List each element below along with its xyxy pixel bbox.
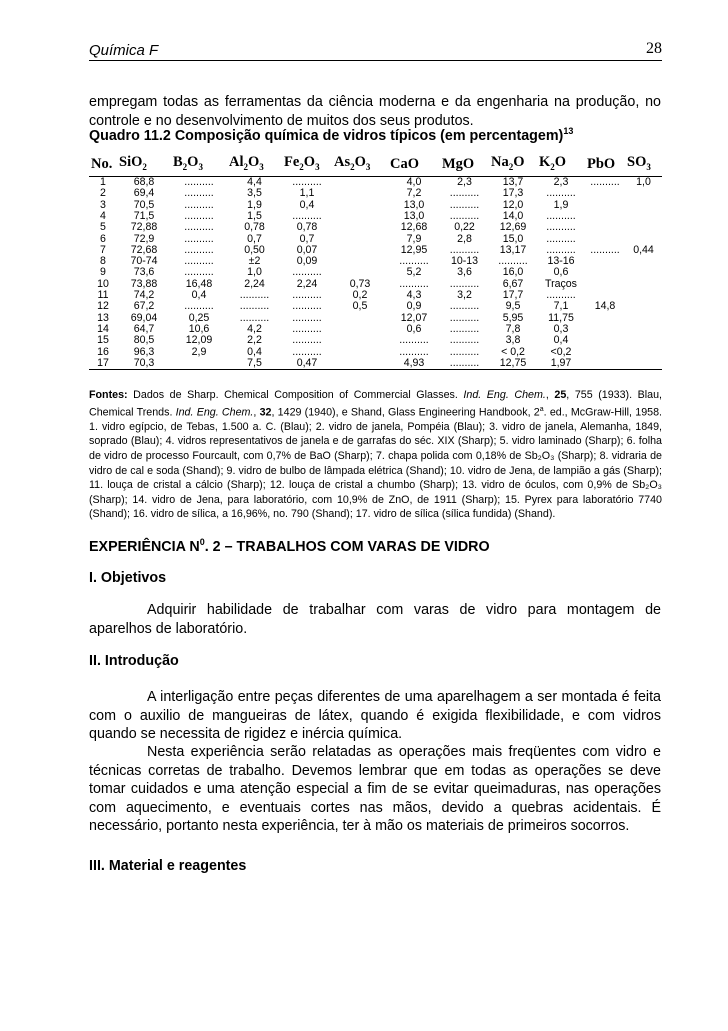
table-cell: .......... (184, 209, 214, 222)
column-header: SiO$_2$ (117, 155, 171, 177)
table-cell (625, 346, 662, 357)
table-cell (332, 177, 388, 189)
table-row (89, 335, 662, 346)
table-cell: .......... (590, 243, 620, 256)
table-cell: 7,2 (406, 187, 422, 200)
table-row (89, 290, 662, 301)
table-cell: 0,22 (454, 221, 475, 234)
table-cell (332, 324, 388, 335)
table-cell: 96,3 (133, 345, 155, 358)
table-cell (585, 335, 625, 346)
table-cell: .......... (546, 187, 576, 200)
table-cell: Traços (545, 277, 577, 290)
table-cell: .......... (184, 243, 214, 256)
table-cell: .......... (292, 334, 322, 347)
table-cell (625, 335, 662, 346)
table-title: Quadro 11.2 Composição química de vidros típicos (em percentagem)$^{13}$ (89, 126, 574, 144)
table-cell: 4,2 (247, 322, 262, 335)
table-cell: .......... (498, 255, 528, 268)
table-cell: 12,07 (400, 311, 428, 324)
table-cell: 72,9 (133, 232, 155, 245)
column-header: PbO (585, 155, 625, 177)
table-cell: 13,0 (403, 198, 425, 211)
column-header: $B_2O_3$ (171, 155, 227, 177)
column-header: $SO_3$ (625, 155, 662, 177)
table-cell: 13,17 (499, 243, 527, 256)
table-cell: .......... (184, 255, 214, 268)
table-cell (585, 324, 625, 335)
table-cell: .......... (590, 176, 620, 189)
table-cell: .......... (292, 266, 322, 279)
table-cell: .......... (184, 221, 214, 234)
table-cell: .......... (546, 209, 576, 222)
table-cell: 0,4 (247, 345, 262, 358)
table-cell: 17,3 (502, 187, 524, 200)
table-cell: .......... (292, 345, 322, 358)
table-cell: 3 (100, 198, 106, 211)
section-objetivos-text: Adquirir habilidade de trabalhar com varas de vidro para montagem de aparelhos de laboratório. (89, 602, 661, 637)
section-objetivos-title: I. Objetivos (89, 570, 167, 586)
experiment-title: EXPERIÊNCIA $N^0$. 2 – TRABALHOS COM VARAS DE VIDRO (89, 537, 490, 555)
table-cell: .......... (449, 334, 480, 347)
table-cell: 14,0 (502, 209, 524, 222)
table-row (89, 188, 662, 199)
table-cell: .......... (449, 187, 480, 200)
table-cell: 0,4 (191, 289, 207, 302)
table-cell (171, 358, 227, 370)
section-introducao-title: II. Introdução (89, 653, 179, 669)
table-cell: 11,75 (548, 311, 574, 324)
table-cell: 13 (97, 311, 109, 324)
table-cell: .......... (399, 255, 429, 268)
table-cell: 72,88 (130, 221, 158, 234)
table-cell: 7,5 (227, 358, 282, 370)
table-row (89, 222, 662, 233)
table-cell: 15 (97, 334, 109, 347)
column-header: $Al_2O_3$ (227, 155, 282, 177)
table-cell: 12,69 (499, 221, 527, 234)
table-cell (332, 313, 388, 324)
table-cell: 12,09 (185, 334, 213, 347)
table-cell: .......... (292, 300, 322, 313)
table-cell (625, 267, 662, 278)
table-cell: .......... (449, 198, 480, 211)
table-cell: 17 (89, 358, 117, 370)
table-cell: 5,95 (502, 311, 524, 324)
table-cell: .......... (184, 187, 214, 200)
table-cell: .......... (449, 311, 480, 324)
table-cell: 9 (100, 266, 106, 279)
table-cell: 3,5 (247, 187, 262, 200)
table-cell: 5,2 (406, 266, 422, 279)
table-cell: 13-16 (547, 255, 575, 268)
table-cell: 69,4 (133, 187, 155, 200)
table-row (89, 256, 662, 267)
table-cell: .......... (184, 232, 214, 245)
table-cell: 4 (100, 209, 106, 222)
table-cell: <0,2 (550, 345, 572, 358)
table-cell: 4,93 (388, 358, 440, 370)
table-cell (332, 346, 388, 357)
table-cell: .......... (440, 358, 489, 370)
table-cell: 8 (100, 255, 106, 268)
table-cell (332, 335, 388, 346)
table-cell: 4,0 (406, 176, 422, 189)
table-cell: 70,5 (133, 198, 155, 211)
table-cell: .......... (449, 277, 480, 290)
table-cell: .......... (546, 232, 576, 245)
table-cell: 0,73 (349, 277, 371, 290)
table-cell: 4,4 (247, 176, 262, 189)
table-cell: 12,0 (502, 198, 524, 211)
table-cell (332, 267, 388, 278)
table-cell: 0,4 (299, 198, 315, 211)
table-body (89, 177, 662, 370)
table-row (89, 346, 662, 357)
table-cell: 10-13 (450, 255, 479, 268)
table-cell: 12,75 (489, 358, 537, 370)
table-cell: .......... (239, 289, 270, 302)
table-cell: ±2 (248, 255, 261, 268)
table-cell: 64,7 (133, 322, 155, 335)
table-cell: 1,0 (247, 266, 262, 279)
column-header: $Fe_2O_3$ (282, 155, 332, 177)
table-sources: Fontes: Dados de Sharp. Chemical Composition of Commercial Glasses. Ind. Eng. Chem., 25, 755 (1933). Blau, Chemical Trends. Ind. Eng. Chem., 32, 1429 (1940), e Shand, Glass Engineering Handbook, 2$^a$. ed., McGraw-Hill, 1958. 1. vidro egípcio, de Tebas, 1.500 a. C. (Blau); 2. vidro de janela, Pompéia (Blau); 3. vidro de janela, Alemanha, 1849, soprado (Blau); 4. vidros representativos de janela e de garrafas do séc. XIX (Sharp); 5. vidro laminado (Sharp); 6. folha de vidro de processo Fourcault, com 0,7% de BaO (Sharp); 7. chapa polida com 0,18% de Sb₂O₃ (Sharp); 8. vidraria de vidro de cal e soda (Shand); 9. vidro de bulbo de lâmpada elétrica (Shand); 10. vidro de Jena, de lampião a gás (Sharp); 11. louça de cristal a cálcio (Sharp); 12. louça de cristal a chumbo (Sharp); 13. vidro de óculos, com 0,9% de Sb₂O₃ (Sharp); 14. vidro de Jena, para laboratório, com 10,9% de ZnO, de 1911 (Sharp); 15. Pyrex para laboratório 7740 (Shand); 16. vidro de sílica, a 16,96%, no. 790 (Shand); 17. vidro de sílica (sílica fundida) (Shand). (89, 389, 663, 521)
table-row (89, 313, 662, 324)
table-cell: 71,5 (133, 209, 155, 222)
table-cell (332, 200, 388, 211)
table-cell (585, 267, 625, 278)
table-cell: 2 (100, 187, 106, 200)
table-cell: 0,7 (247, 232, 262, 245)
table-cell (625, 188, 662, 199)
table-cell (585, 200, 625, 211)
table-cell: 6 (100, 232, 106, 245)
table-row (89, 324, 662, 335)
table-cell: 12,68 (400, 221, 428, 234)
table-cell: 0,3 (553, 322, 569, 335)
table-cell: 16,48 (185, 277, 213, 290)
column-header: MgO (440, 155, 489, 177)
page-header (89, 40, 662, 61)
table-cell: 7,8 (505, 322, 521, 335)
table-cell (585, 313, 625, 324)
table-cell: 0,78 (296, 221, 318, 234)
table-cell: 9,5 (505, 300, 521, 313)
table-cell (585, 188, 625, 199)
table-cell: .......... (399, 277, 429, 290)
table-cell: 0,47 (282, 358, 332, 370)
table-cell: 72,68 (130, 243, 158, 256)
table-cell: 0,6 (553, 266, 569, 279)
table-cell: 1,9 (247, 198, 262, 211)
table-cell: 1,9 (553, 198, 569, 211)
table-cell: 12 (97, 300, 109, 313)
table-cell: .......... (292, 311, 322, 324)
table-cell: .......... (184, 266, 214, 279)
table-cell: .......... (292, 289, 322, 302)
table-cell (585, 358, 625, 370)
table-cell (585, 346, 625, 357)
table-cell: 67,2 (133, 300, 155, 313)
table-cell: 2,24 (296, 277, 318, 290)
page-number: 28 (646, 40, 662, 57)
table-cell: .......... (449, 322, 480, 335)
table-cell: 0,78 (244, 221, 265, 234)
table-cell (625, 279, 662, 290)
table-cell: 74,2 (133, 289, 155, 302)
column-header: $As_2O_3$ (332, 155, 388, 177)
section-introducao-p1: A interligação entre peças diferentes de uma aparelhagem a ser montada é feita com o auxilio de mangueiras de látex, quando é exigida flexibilidade, e com vidros quando se necessita de rigidez e inércia química. (89, 689, 661, 742)
table-cell: 5 (100, 221, 106, 234)
table-cell: .......... (546, 289, 576, 302)
table-cell: 12,95 (400, 243, 428, 256)
table-row (89, 245, 662, 256)
table-cell: 16 (97, 345, 109, 358)
table-cell (625, 358, 662, 370)
table-cell: 2,9 (191, 345, 207, 358)
table-cell (625, 222, 662, 233)
table-row (89, 279, 662, 290)
table-cell: .......... (449, 209, 480, 222)
table-cell: .......... (546, 243, 576, 256)
table-cell: 14,8 (594, 300, 616, 313)
table-cell: 2,2 (247, 334, 262, 347)
table-cell (332, 188, 388, 199)
table-cell: 0,44 (633, 243, 654, 256)
column-header: No. (89, 155, 117, 177)
table-cell (332, 222, 388, 233)
table-cell: 7,9 (406, 232, 422, 245)
table-cell (625, 211, 662, 222)
column-header: CaO (388, 155, 440, 177)
table-cell (625, 256, 662, 267)
column-header: $K_2O$ (537, 155, 585, 177)
table-cell: 11 (97, 289, 109, 302)
table-cell (625, 313, 662, 324)
table-row (89, 200, 662, 211)
table-cell: 3,8 (505, 334, 521, 347)
table-row (89, 358, 662, 370)
table-cell: 13,7 (502, 176, 524, 189)
table-cell: .......... (184, 198, 214, 211)
column-header: $Na_2O$ (489, 155, 537, 177)
table-cell: 73,6 (133, 266, 155, 279)
table-cell (585, 256, 625, 267)
composition-table (89, 155, 662, 370)
table-cell: 2,24 (244, 277, 265, 290)
table-cell: 1,1 (299, 187, 315, 200)
table-row (89, 211, 662, 222)
table-cell: 13,0 (403, 209, 425, 222)
table-cell: .......... (292, 322, 322, 335)
table-cell: 68,8 (133, 176, 155, 189)
table-cell: .......... (399, 334, 429, 347)
table-cell: .......... (184, 176, 214, 189)
table-cell: 0,7 (299, 232, 315, 245)
table-cell: .......... (546, 221, 576, 234)
table-row (89, 233, 662, 244)
table-cell: .......... (449, 300, 480, 313)
table-cell: 3,2 (457, 289, 472, 302)
table-cell (332, 211, 388, 222)
table-cell (625, 290, 662, 301)
table-cell: .......... (292, 209, 322, 222)
table-cell: 73,88 (130, 277, 158, 290)
table-cell: 16,0 (502, 266, 524, 279)
table-cell (332, 245, 388, 256)
table-cell: .......... (239, 300, 270, 313)
header-title: Química F (89, 42, 159, 59)
table-cell: 1,0 (636, 176, 651, 189)
table-cell: 80,5 (133, 334, 155, 347)
table-cell (332, 233, 388, 244)
table-cell: 14 (97, 322, 109, 335)
table-cell: 0,09 (296, 255, 318, 268)
table-cell (625, 200, 662, 211)
table-cell (585, 279, 625, 290)
table-row (89, 267, 662, 278)
table-cell: 0,4 (553, 334, 569, 347)
intro-paragraph: empregam todas as ferramentas da ciência moderna e da engenharia na produção, no controle e no desenvolvimento de muitos dos seus produtos. (89, 94, 661, 129)
table-cell: 70-74 (130, 255, 158, 268)
table-cell: 10,6 (188, 322, 210, 335)
table-cell: 70,3 (117, 358, 171, 370)
table-cell: 1,5 (247, 209, 262, 222)
table-cell (585, 222, 625, 233)
table-cell: 1,97 (537, 358, 585, 370)
table-cell: 69,04 (130, 311, 158, 324)
table-cell: 0,5 (352, 300, 368, 313)
table-cell: 4,3 (406, 289, 422, 302)
table-cell: .......... (239, 311, 270, 324)
table-cell (625, 324, 662, 335)
table-cell: 0,07 (296, 243, 318, 256)
table-cell: 2,3 (457, 176, 472, 189)
table-cell: .......... (399, 345, 429, 358)
table-cell (332, 358, 388, 370)
table-cell: 2,3 (553, 176, 569, 189)
table-cell: .......... (449, 243, 480, 256)
table-cell: 2,8 (457, 232, 472, 245)
table-cell: 7,1 (553, 300, 569, 313)
table-cell: .......... (449, 345, 480, 358)
table-cell (332, 256, 388, 267)
table-cell: .......... (292, 176, 322, 189)
section-introducao-p2: Nesta experiência serão relatadas as operações mais freqüentes com vidro e técnicas corretas de trabalho. Devemos lembrar que em todas as operações se deve tomar cuidados e uma atenção especial a fim de se evitar queimaduras, nas operações com aquecimento, e eventuais cortes nas mãos, devido a quebras acidentais. É necessário, portanto nesta experiência, ter à mão os materiais de primeiros socorros. (89, 744, 661, 834)
table-cell (585, 211, 625, 222)
table-cell: 17,7 (502, 289, 524, 302)
table-cell: 0,9 (406, 300, 422, 313)
table-cell: 10 (97, 277, 109, 290)
table-cell: 6,67 (502, 277, 524, 290)
table-row (89, 301, 662, 312)
table-cell: < 0,2 (501, 345, 525, 358)
table-cell: 3,6 (457, 266, 472, 279)
table-header-row (89, 155, 662, 177)
table-cell: 0,50 (244, 243, 265, 256)
table-cell (625, 301, 662, 312)
table-cell: 0,25 (188, 311, 210, 324)
table-cell: .......... (184, 300, 214, 313)
table-cell: 1 (100, 176, 106, 189)
section-material-title: III. Material e reagentes (89, 858, 247, 874)
table-cell: 0,2 (352, 289, 368, 302)
table-row (89, 177, 662, 189)
table-cell: 15,0 (502, 232, 524, 245)
table-cell: 7 (100, 243, 106, 256)
table-cell: 0,6 (406, 322, 422, 335)
